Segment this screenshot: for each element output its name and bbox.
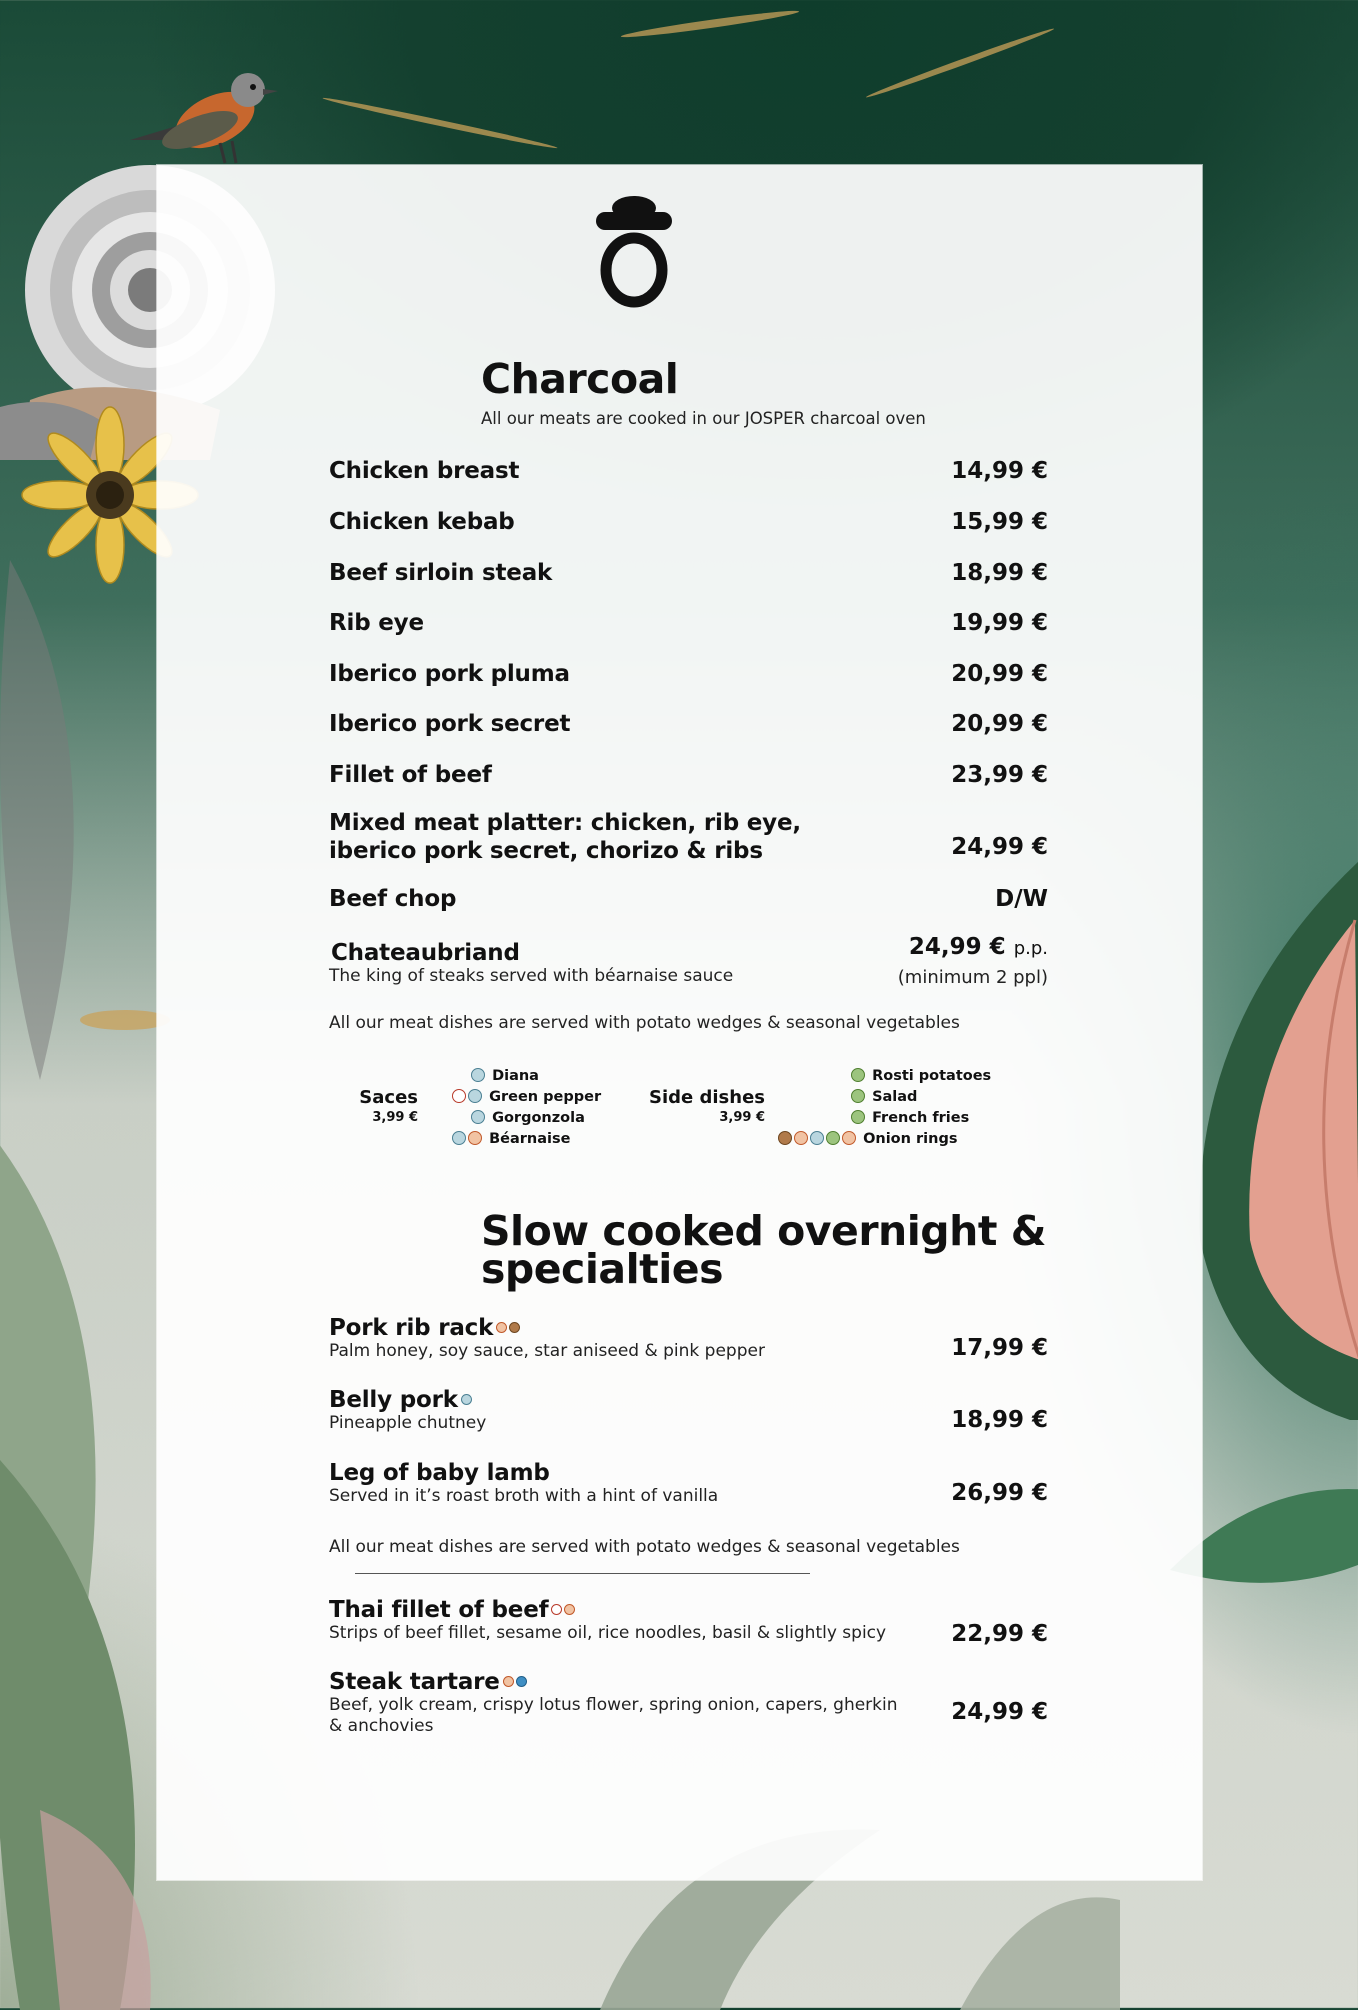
sauce-option [452, 1089, 601, 1105]
sauce-option-label: Gorgonzola [492, 1110, 585, 1126]
menu-item-name [329, 1669, 529, 1695]
sauce-option [452, 1131, 570, 1147]
side-option-label: Rosti potatoes [872, 1068, 992, 1084]
menu-item-name: Fillet of beef [329, 762, 492, 788]
menu-item-price: 18,99 € [951, 1407, 1048, 1433]
section-note: All our meat dishes are served with potato wedges & seasonal vegetables [329, 1013, 960, 1033]
section-title-slow-line1: Slow cooked overnight & [481, 1207, 1046, 1255]
menu-item-price: 24,99 € [951, 834, 1048, 860]
menu-item-desc-line1: Beef, yolk cream, crispy lotus flower, spring onion, capers, gherkin [329, 1695, 898, 1715]
side-option-label: Salad [872, 1089, 918, 1105]
menu-item-desc: Pineapple chutney [329, 1413, 487, 1433]
menu-item-desc: Palm honey, soy sauce, star aniseed & pink pepper [329, 1341, 765, 1361]
menu-item-price: 15,99 € [951, 509, 1048, 535]
menu-item-name: Chicken kebab [329, 509, 515, 535]
side-dishes-price: 3,99 € [719, 1110, 765, 1125]
section-title-charcoal: Charcoal [481, 355, 679, 403]
sauce-option-label: Green pepper [489, 1089, 602, 1105]
menu-item-price: 23,99 € [951, 762, 1048, 788]
side-option-label: French fries [872, 1110, 970, 1126]
menu-item-name: Beef sirloin steak [329, 560, 553, 586]
menu-item-price: 18,99 € [951, 560, 1048, 586]
menu-item-price: 20,99 € [951, 661, 1048, 687]
egg-icon [794, 1131, 808, 1145]
sulphites-icon [471, 1110, 485, 1124]
price-suffix: p.p. [1013, 938, 1048, 959]
side-dishes-label: Side dishes [649, 1087, 765, 1108]
mustard-icon [842, 1131, 856, 1145]
menu-item-name: Leg of baby lamb [329, 1460, 550, 1486]
item-name-text: Pork rib rack [329, 1315, 494, 1341]
side-option [851, 1110, 969, 1126]
gluten-icon [778, 1131, 792, 1145]
menu-item-name [329, 1315, 522, 1341]
menu-item-name: Chateaubriand [331, 940, 520, 966]
menu-item-price: D/W [995, 886, 1048, 912]
menu-item-price [909, 934, 1048, 960]
spicy-icon [551, 1604, 562, 1615]
bird-illustration-icon [120, 45, 290, 170]
egg-icon [503, 1676, 514, 1687]
side-option [851, 1068, 991, 1084]
menu-item-desc-line2: & anchovies [329, 1716, 434, 1736]
mustard-icon [496, 1322, 507, 1333]
gold-fleck [322, 95, 558, 151]
item-name-text: Belly pork [329, 1387, 458, 1413]
sauce-option-label: Diana [492, 1068, 539, 1084]
sauce-option [471, 1068, 539, 1084]
sulphites-icon [810, 1131, 824, 1145]
section-note: All our meat dishes are served with potato wedges & seasonal vegetables [329, 1537, 960, 1557]
divider [355, 1573, 810, 1574]
sauces-price: 3,99 € [372, 1110, 418, 1125]
menu-item-name: Chicken breast [329, 458, 520, 484]
menu-item-name [329, 1597, 577, 1623]
menu-item-price: 14,99 € [951, 458, 1048, 484]
vegetarian-icon [851, 1110, 865, 1124]
alert-icon [452, 1089, 466, 1103]
fish-icon [516, 1676, 527, 1687]
menu-item-name [329, 1387, 474, 1413]
menu-item-price: 19,99 € [951, 610, 1048, 636]
menu-item-name-line1: Mixed meat platter: chicken, rib eye, [329, 810, 801, 836]
menu-item-name: Iberico pork secret [329, 711, 571, 737]
menu-item-name: Iberico pork pluma [329, 661, 570, 687]
vegetarian-icon [851, 1068, 865, 1082]
menu-item-price: 22,99 € [951, 1621, 1048, 1647]
side-option-label: Onion rings [863, 1131, 958, 1147]
sesame-icon [564, 1604, 575, 1615]
item-name-text: Steak tartare [329, 1669, 500, 1695]
sauce-option-label: Béarnaise [489, 1131, 571, 1147]
vegetarian-icon [826, 1131, 840, 1145]
sulphites-icon [471, 1068, 485, 1082]
section-subtitle-charcoal: All our meats are cooked in our JOSPER charcoal oven [481, 409, 926, 428]
menu-item-name: Beef chop [329, 886, 457, 912]
gold-fleck [620, 8, 799, 41]
section-title-slow-line2: specialties [481, 1245, 724, 1293]
menu-item-price: 17,99 € [951, 1335, 1048, 1361]
menu-item-price: 26,99 € [951, 1480, 1048, 1506]
soy-icon [509, 1322, 520, 1333]
menu-item-desc: The king of steaks served with béarnaise sauce [329, 966, 734, 986]
chef-hat-logo-icon [591, 190, 677, 308]
sauce-option [471, 1110, 585, 1126]
price-value: 24,99 € [908, 934, 1006, 960]
menu-item-desc: Strips of beef fillet, sesame oil, rice noodles, basil & slightly spicy [329, 1623, 887, 1643]
menu-item-name-line2: iberico pork secret, chorizo & ribs [329, 838, 763, 864]
menu-item-desc: Served in it’s roast broth with a hint of vanilla [329, 1486, 719, 1506]
price-note: (minimum 2 ppl) [897, 967, 1048, 988]
menu-item-name: Rib eye [329, 610, 424, 636]
item-name-text: Thai fillet of beef [329, 1597, 549, 1623]
egg-icon [468, 1131, 482, 1145]
sulphites-icon [468, 1089, 482, 1103]
sulphites-icon [461, 1394, 472, 1405]
side-option [778, 1131, 957, 1147]
botanical-leaves-left-icon [0, 560, 180, 2010]
gold-fleck [865, 26, 1055, 100]
menu-item-price: 24,99 € [951, 1699, 1048, 1725]
vegetarian-icon [851, 1089, 865, 1103]
sauces-label: Saces [359, 1087, 418, 1108]
side-option [851, 1089, 917, 1105]
sulphites-icon [452, 1131, 466, 1145]
menu-item-price: 20,99 € [951, 711, 1048, 737]
